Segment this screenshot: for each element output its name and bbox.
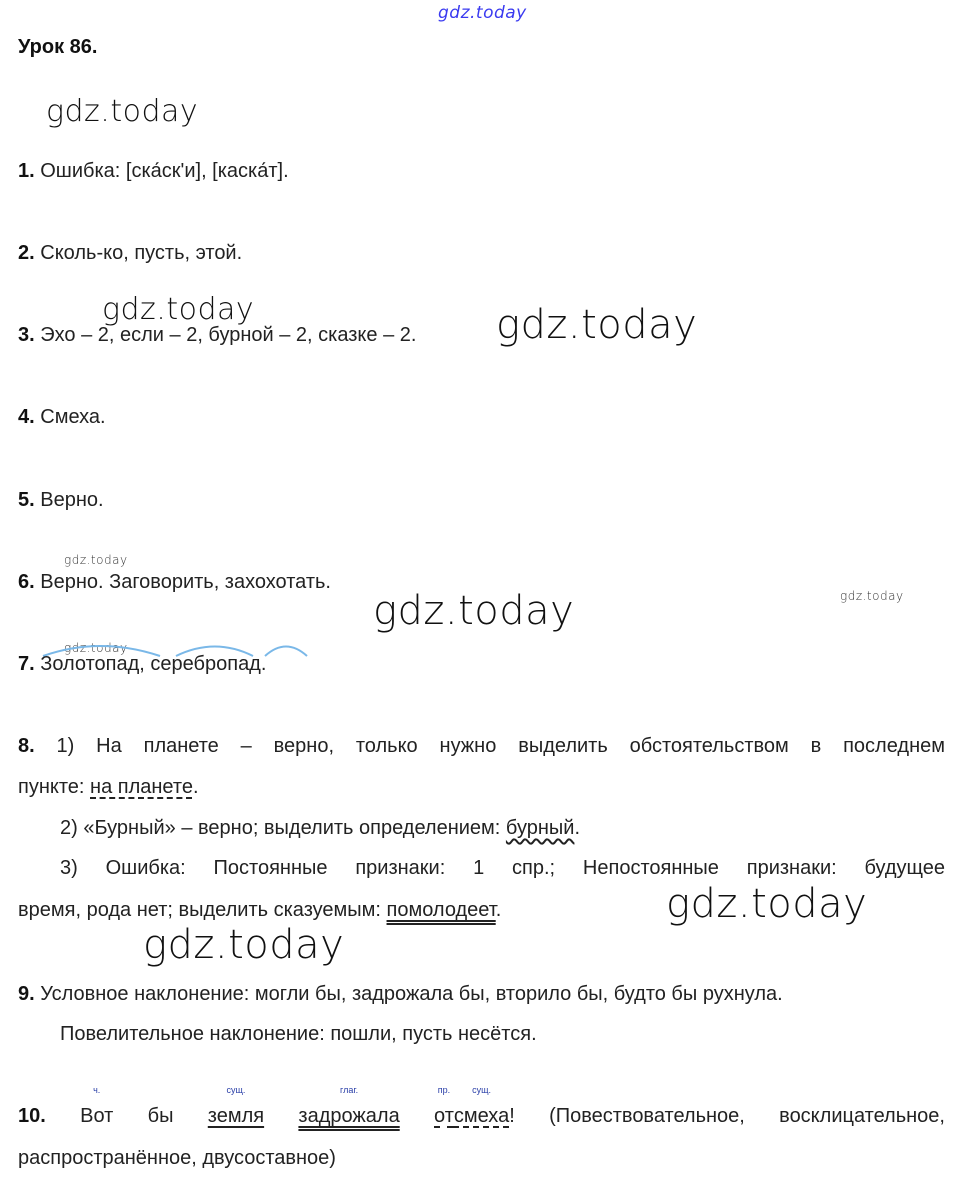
- answer-text: .: [192, 776, 199, 798]
- answer-text: Сколь-ко, пусть, этой.: [40, 242, 243, 264]
- watermark: gdz.today: [64, 641, 128, 655]
- watermark: gdz.today: [102, 292, 255, 327]
- word-by: бы: [147, 1105, 174, 1127]
- answer-8-line-2: [18, 776, 199, 799]
- answer-text: .: [495, 899, 502, 921]
- watermark: gdz.today: [143, 922, 345, 968]
- pos-tag: сущ.: [226, 1085, 246, 1095]
- answer-2: [18, 242, 242, 265]
- answer-text: время, рода нет; выделить сказуемым:: [18, 899, 387, 921]
- answer-text: 2) «Бурный» – верно; выделить определением:: [60, 817, 506, 839]
- answer-8-line-3: [60, 817, 580, 840]
- answer-text: Ошибка: [ска́ск'и], [каска́т].: [40, 160, 289, 182]
- answer-10-line-2: [18, 1147, 336, 1170]
- attribute-underline: бурный: [505, 817, 575, 839]
- answer-text: Золотопад, серебропад.: [40, 653, 267, 675]
- item-number: 6.: [18, 571, 35, 593]
- word-vot: ч. Вот: [80, 1085, 114, 1127]
- pos-tag: глаг.: [340, 1085, 359, 1095]
- pos-tag: ч.: [93, 1085, 101, 1095]
- answer-9-line-1: [18, 983, 783, 1006]
- item-number: 5.: [18, 489, 35, 511]
- answer-text: распространённое, двусоставное): [18, 1147, 336, 1169]
- answer-text: пункте:: [18, 776, 91, 798]
- watermark: gdz.today: [373, 588, 575, 634]
- answer-text: Верно.: [40, 489, 104, 511]
- watermark: gdz.today: [496, 302, 698, 348]
- answer-8-line-5: [18, 899, 501, 922]
- answer-text: ! (Повествовательное, восклицательное,: [509, 1105, 945, 1127]
- watermark: gdz.today: [46, 94, 199, 129]
- answer-text: Эхо – 2, если – 2, бурной – 2, сказке – 2.: [40, 324, 417, 346]
- adverbial-underline: на планете: [90, 776, 193, 798]
- item-number: 7.: [18, 653, 35, 675]
- answer-1: [18, 160, 289, 183]
- adverbial-underline: пр. от: [434, 1085, 454, 1127]
- answer-text: Смеха.: [40, 406, 106, 428]
- item-number: 10.: [18, 1105, 46, 1127]
- watermark: gdz.today: [64, 553, 128, 567]
- subject-underline: сущ. земля: [207, 1085, 265, 1127]
- answer-5: [18, 489, 104, 512]
- page-title: Урок 86.: [18, 36, 98, 58]
- predicate-underline: глаг. задрожала: [298, 1085, 400, 1127]
- item-number: 3.: [18, 324, 35, 346]
- answer-text: 1) На планете – верно, только нужно выделить обстоятельством в последнем: [56, 735, 945, 757]
- pos-tag: пр.: [437, 1085, 451, 1095]
- watermark: gdz.today: [666, 881, 868, 927]
- item-number: 9.: [18, 983, 35, 1005]
- answer-4: [18, 406, 106, 429]
- answer-10-line-1: [18, 1085, 945, 1128]
- item-number: 4.: [18, 406, 35, 428]
- answer-6: [18, 571, 331, 594]
- watermark: gdz.today: [840, 589, 904, 603]
- answer-9-line-2: [60, 1023, 537, 1046]
- pos-tag: сущ.: [472, 1085, 491, 1095]
- answer-8-line-1: [18, 735, 945, 758]
- watermark-top: gdz.today: [438, 3, 527, 23]
- answer-text: Условное наклонение: могли бы, задрожала бы, вторило бы, будто бы рухнула.: [40, 983, 783, 1005]
- predicate-underline: помолодеет: [386, 899, 496, 921]
- answer-8-line-4: [60, 857, 945, 880]
- answer-text: .: [574, 817, 580, 839]
- item-number: 1.: [18, 160, 35, 182]
- answer-7: [18, 653, 266, 676]
- item-number: 8.: [18, 735, 35, 757]
- item-number: 2.: [18, 242, 35, 264]
- answer-text: Повелительное наклонение: пошли, пусть несётся.: [60, 1023, 537, 1045]
- answer-3: [18, 324, 416, 347]
- answer-text: Верно. Заговорить, захохотать.: [40, 571, 331, 593]
- adverbial-underline: сущ. смеха: [453, 1085, 510, 1127]
- answer-text: 3) Ошибка: Постоянные признаки: 1 спр.; Непостоянные признаки: будущее: [60, 857, 945, 879]
